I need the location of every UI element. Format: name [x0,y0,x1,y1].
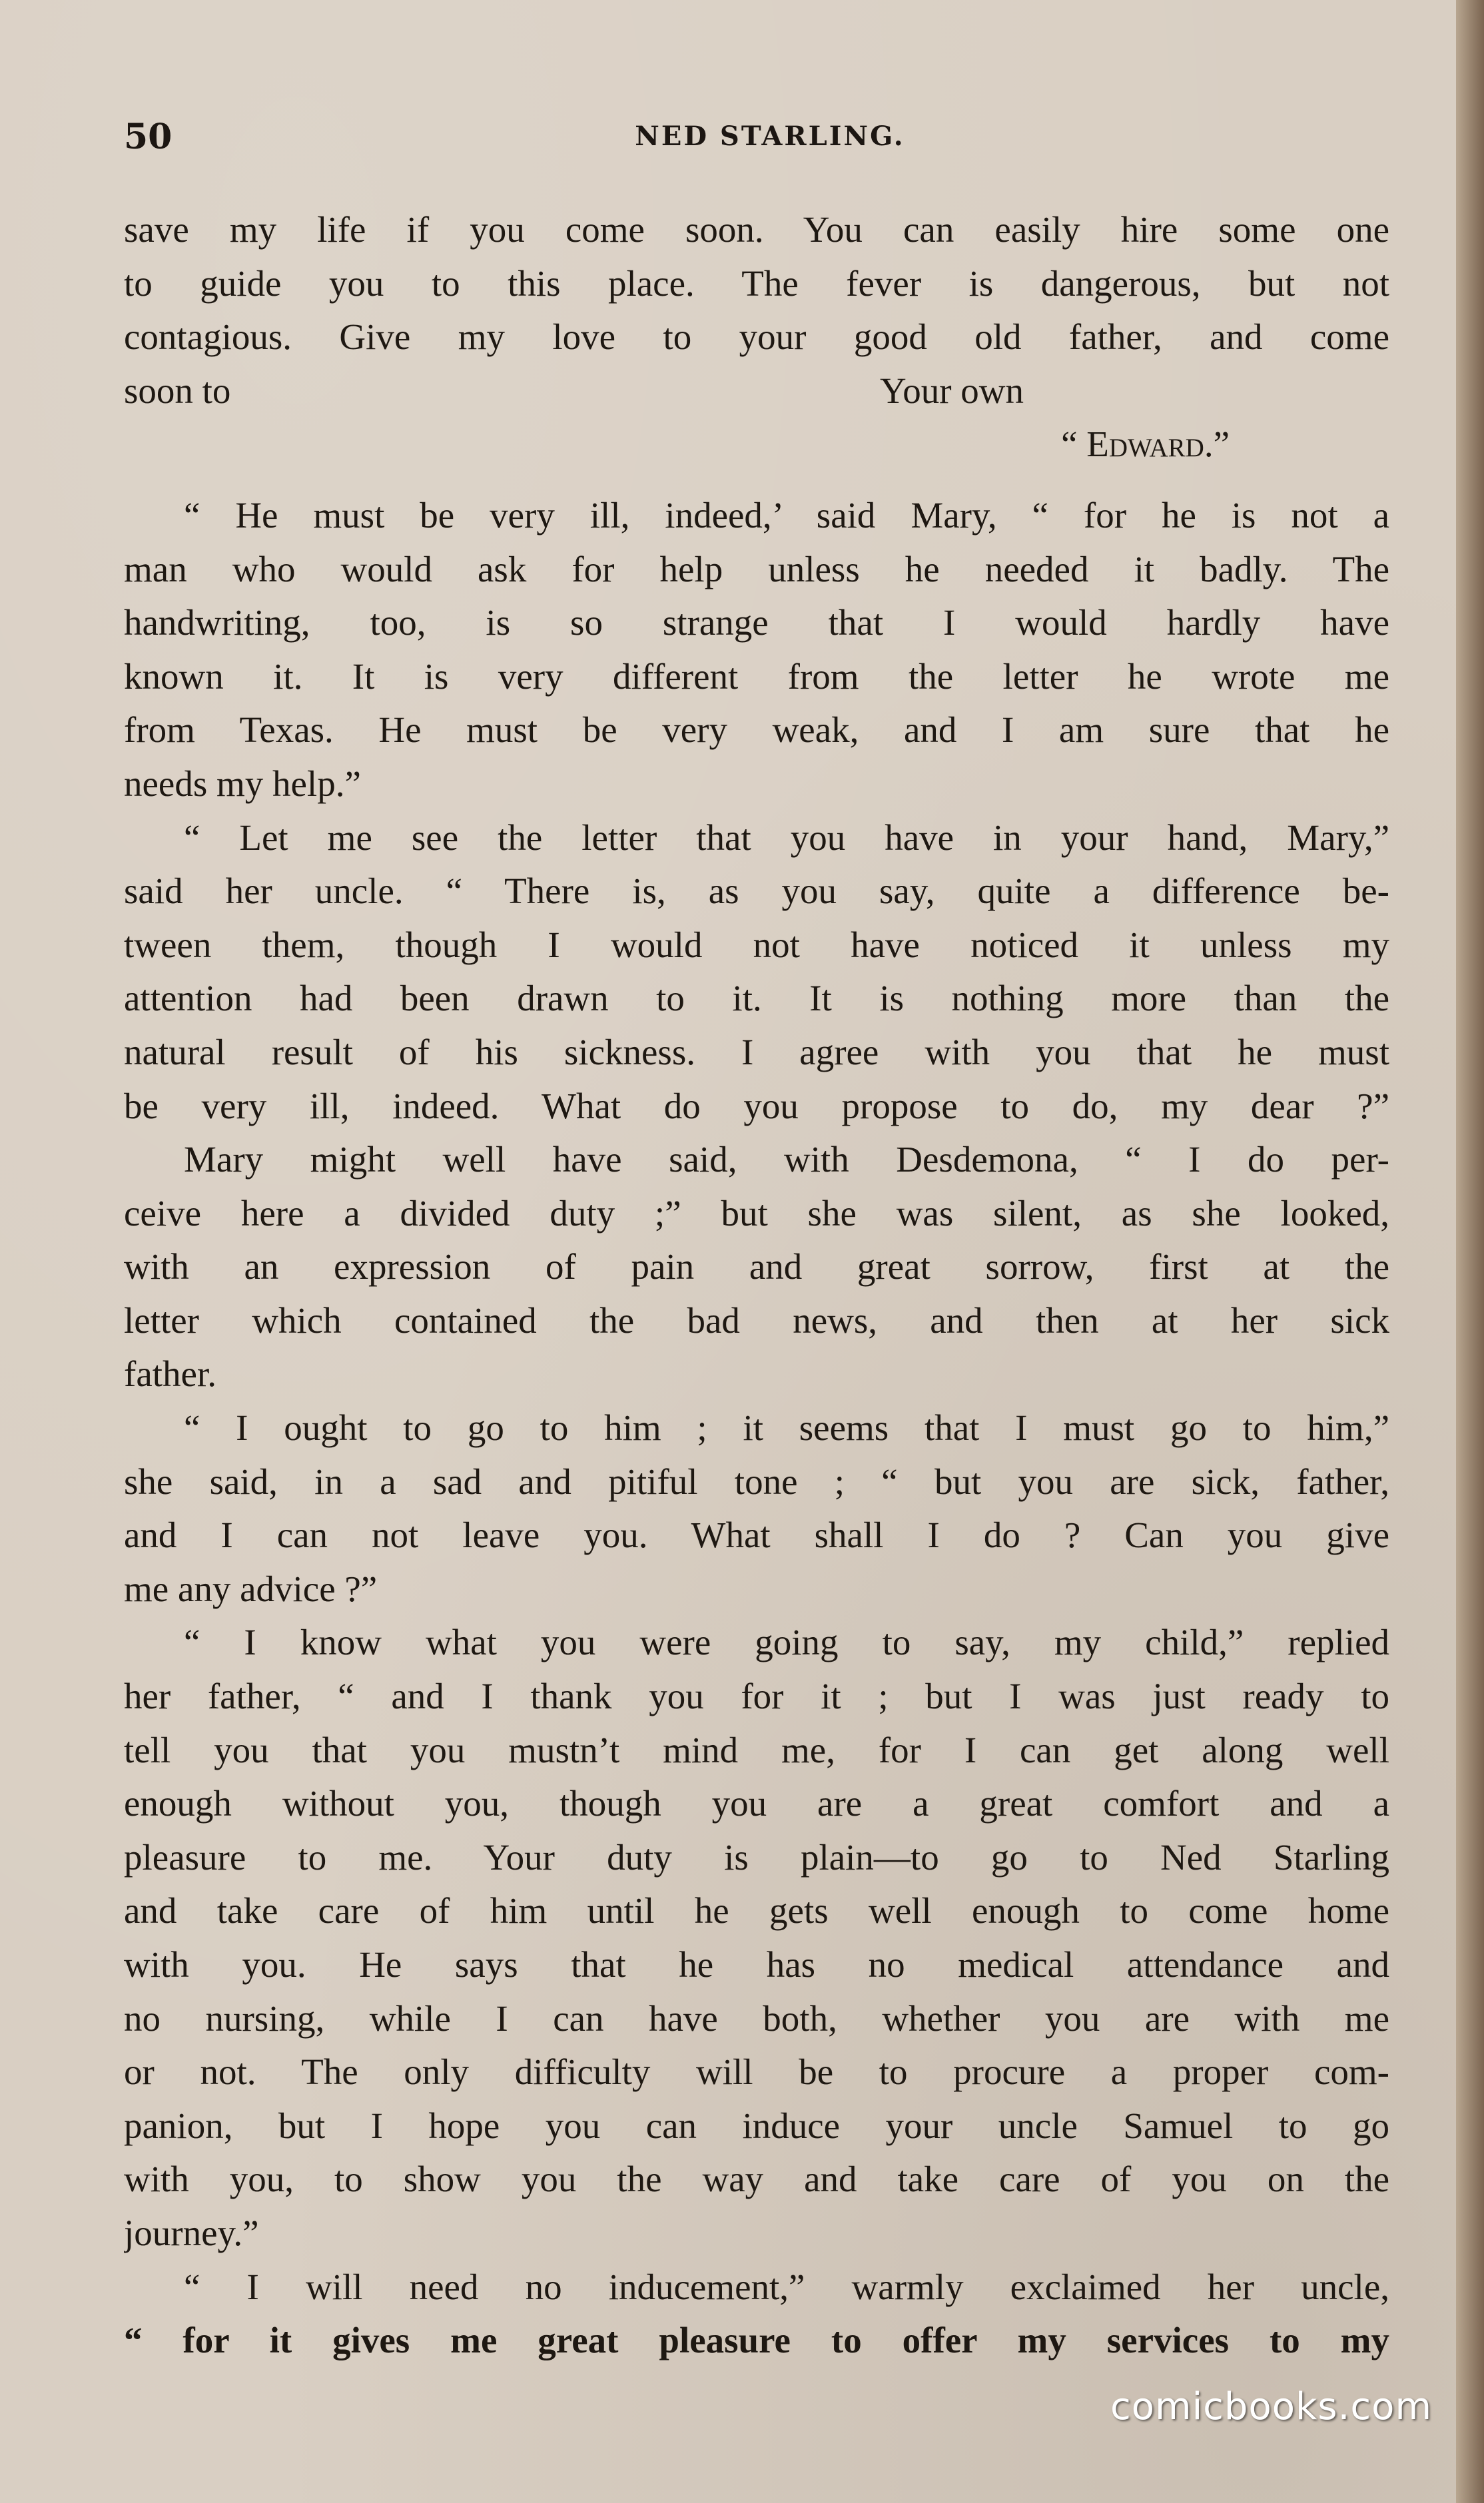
text-line: panion, but I hope you can induce your uncle Samuel to go [124,2105,1389,2146]
text-line: handwriting, too, is so strange that I would hardly have [124,602,1389,643]
text-line: father. [124,1353,216,1395]
text-line: “ I will need no inducement,” warmly exclaimed her uncle, [184,2266,1389,2307]
text-line: enough without you, though you are a great comfort and a [124,1783,1389,1824]
text-line: needs my help.” [124,763,361,804]
text-line: attention had been drawn to it. It is nothing more than the [124,978,1389,1019]
text-line: with you, to show you the way and take care of you on the [124,2159,1389,2200]
body-text [124,203,1389,2368]
text-line: and take care of him until he gets well enough to come home [124,1890,1389,1932]
text-line: from Texas. He must be very weak, and I am sure that he [124,709,1389,751]
text-line: me any advice ?” [124,1568,378,1609]
text-line: letter which contained the bad news, and then at her sick [124,1299,1389,1341]
signature-name: “ Edward.” [1061,424,1230,465]
book-title: NED STARLING. [635,121,905,152]
text-line: tell you that you mustn’t mind me, for I can get along well [124,1729,1389,1770]
text-line: save my life if you come soon. You can easily hire some one [124,209,1389,250]
text-line: to guide you to this place. The fever is dangerous, but not [124,262,1389,304]
text-line: with an expression of pain and great sorrow, first at the [124,1246,1389,1287]
text-line: with you. He says that he has no medical attendance and [124,1944,1389,1985]
text-line: contagious. Give my love to your good old father, and come [124,316,1389,358]
text-line: pleasure to me. Your duty is plain—to go to Ned Starling [124,1836,1389,1878]
text-line: she said, in a sad and pitiful tone ; “ but you are sick, father, [124,1461,1389,1502]
page-edge [1456,0,1484,2503]
text-line: “ I know what you were going to say, my child,” replied [184,1622,1389,1663]
text-line: ceive here a divided duty ;” but she was silent, as she looked, [124,1192,1389,1234]
text-line: and I can not leave you. What shall I do ? Can you give [124,1515,1389,1556]
letter-closing-line [124,364,1389,418]
text-line: natural result of his sickness. I agree with you that he must [124,1031,1389,1072]
text-line: journey.” [124,2212,259,2253]
text-line: “ Let me see the letter that you have in your hand, Mary,” [184,817,1389,858]
signature-your-own: Your own [880,370,1024,411]
text-line: soon to [124,370,231,411]
running-head [124,117,1389,157]
text-line: “ for it gives me great pleasure to offer my services to my [124,2320,1389,2361]
text-line: be very ill, indeed. What do you propose to do, my dear ?” [124,1085,1389,1126]
text-line: known it. It is very different from the letter he wrote me [124,655,1389,697]
watermark-text: comicbooks.com [1110,2385,1432,2428]
text-line: man who would ask for help unless he needed it badly. The [124,548,1389,589]
text-line: said her uncle. “ There is, as you say, quite a difference be- [124,871,1389,912]
text-line: no nursing, while I can have both, whether you are with me [124,1997,1389,2039]
text-line: “ He must be very ill, indeed,’ said Mary, “ for he is not a [184,494,1389,536]
text-line: tween them, though I would not have noticed it unless my [124,924,1389,965]
text-line: or not. The only difficulty will be to procure a proper com- [124,2051,1389,2093]
text-line: her father, “ and I thank you for it ; but I was just ready to [124,1676,1389,1717]
text-line: Mary might well have said, with Desdemona, “ I do per- [184,1139,1389,1180]
text-line: “ I ought to go to him ; it seems that I must go to him,” [184,1407,1389,1449]
page-number: 50 [124,117,173,157]
